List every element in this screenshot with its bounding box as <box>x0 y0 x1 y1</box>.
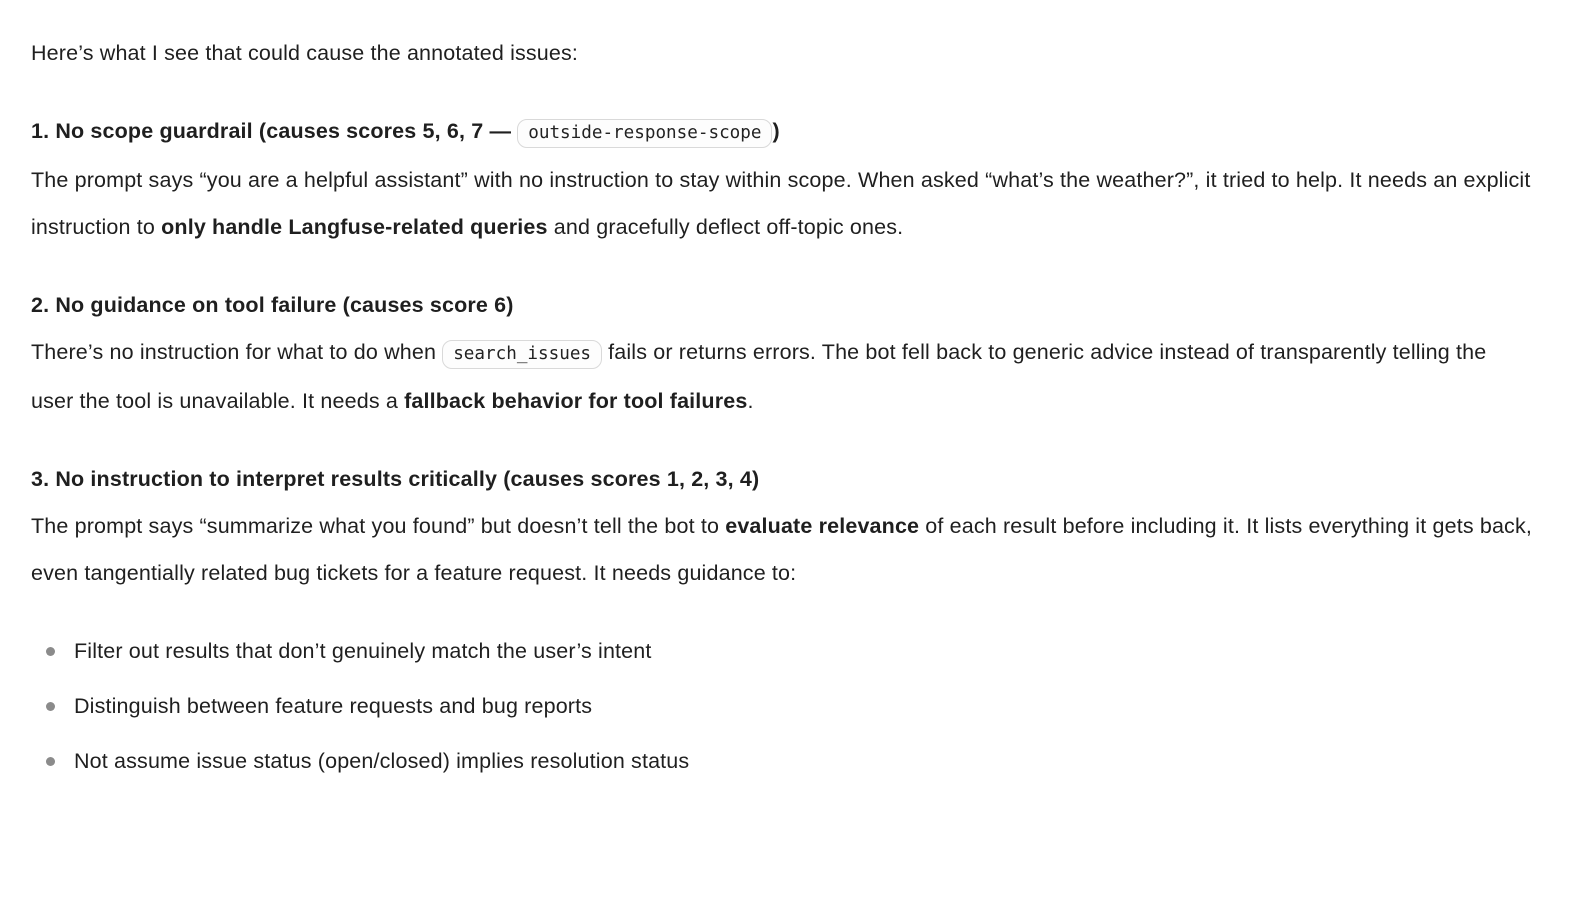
section-1-heading-suffix: ) <box>772 119 780 143</box>
section-3-body-bold: evaluate relevance <box>725 514 920 538</box>
section-3-body-text-2: of each result before including it. It lists everything it gets back, even tangentially related bug tickets for a feature request. It needs guidance to: <box>31 514 1532 585</box>
bullet-dot-icon <box>46 647 55 656</box>
intro-text: Here’s what I see that could cause the annotated issues: <box>31 41 579 65</box>
section-2-body-text-1: There’s no instruction for what to do when <box>31 340 443 364</box>
section-interpret-results <box>31 456 1534 597</box>
section-2-body-bold: fallback behavior for tool failures <box>404 389 748 413</box>
list-item <box>31 683 1534 730</box>
bullet-text-3: Not assume issue status (open/closed) implies resolution status <box>74 749 690 773</box>
section-2-body-text-2: fails or returns errors. The bot fell back to generic advice instead of transparently telling the user the tool is unavailable. It needs a <box>31 340 1487 413</box>
bullet-dot-icon <box>46 757 55 766</box>
bullet-dot-icon <box>46 702 55 711</box>
section-3-heading <box>31 456 1534 503</box>
section-2-heading-text: 2. No guidance on tool failure (causes score 6) <box>31 293 514 317</box>
section-1-body-bold: only handle Langfuse-related queries <box>161 215 548 239</box>
section-3-heading-text: 3. No instruction to interpret results critically (causes scores 1, 2, 3, 4) <box>31 467 760 491</box>
bullet-text-2: Distinguish between feature requests and bug reports <box>74 694 593 718</box>
section-tool-failure <box>31 282 1534 425</box>
bullet-text-1: Filter out results that don’t genuinely match the user’s intent <box>74 639 652 663</box>
inline-code-search-issues: search_issues <box>442 340 602 369</box>
intro-paragraph <box>31 30 1534 77</box>
section-2-heading <box>31 282 1534 329</box>
list-item <box>31 738 1534 785</box>
section-1-body-text-1: The prompt says “you are a helpful assistant” with no instruction to stay within scope. When asked “what’s the weather?”, it tried to help. It needs an explicit instruction to <box>31 168 1531 239</box>
section-1-heading-text: 1. No scope guardrail (causes scores 5, 6, 7 — <box>31 119 518 143</box>
section-2-body-text-3: . <box>747 389 754 413</box>
list-item <box>31 628 1534 675</box>
section-2-body <box>31 329 1534 425</box>
section-3-body <box>31 503 1534 597</box>
section-1-body <box>31 157 1534 251</box>
inline-code-outside-response-scope: outside-response-scope <box>517 119 772 148</box>
section-1-heading <box>31 108 1534 157</box>
section-1-body-text-2: and gracefully deflect off-topic ones. <box>547 215 904 239</box>
guidance-bullet-list <box>31 628 1534 785</box>
section-scope-guardrail <box>31 108 1534 251</box>
section-3-body-text-1: The prompt says “summarize what you found” but doesn’t tell the bot to <box>31 514 726 538</box>
